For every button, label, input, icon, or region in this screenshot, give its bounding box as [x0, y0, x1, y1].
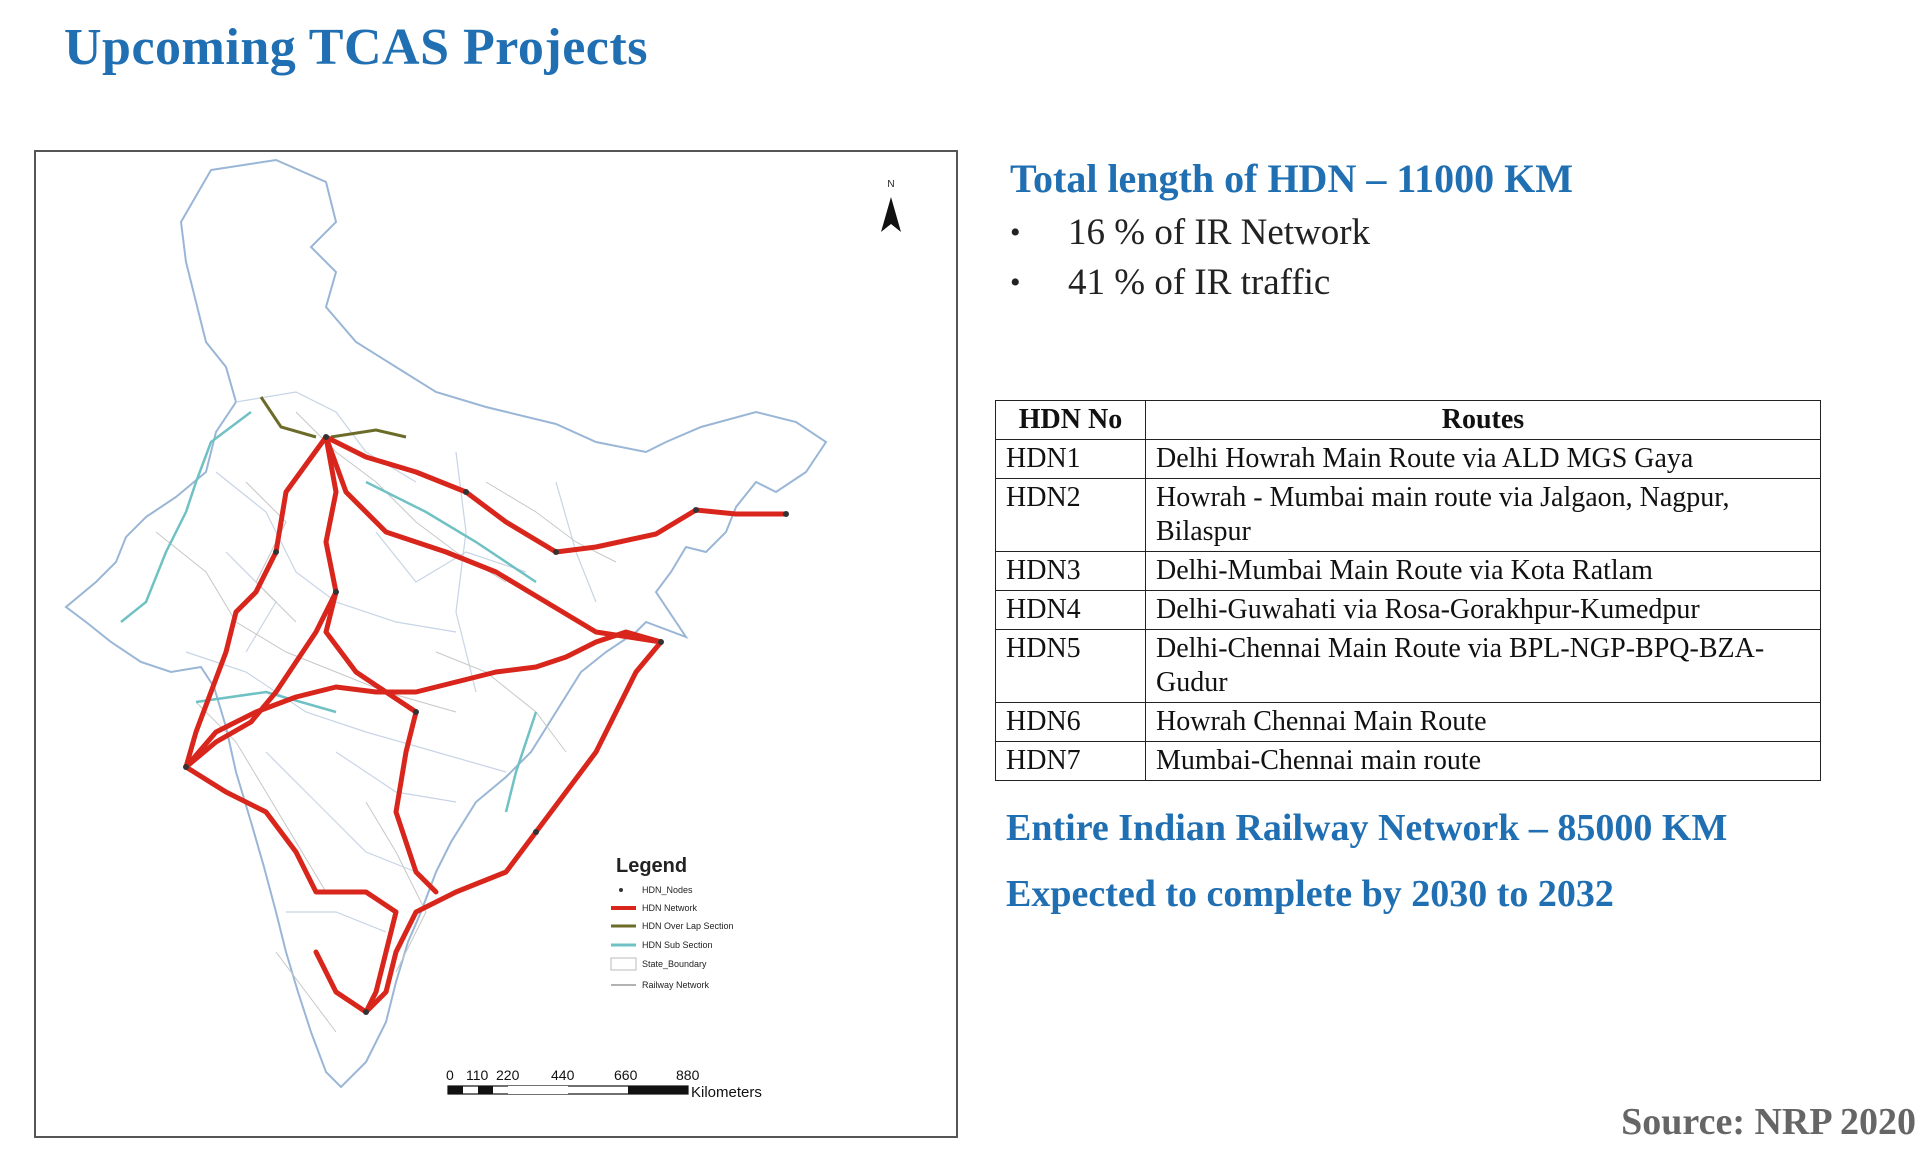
route-cell: Delhi-Chennai Main Route via BPL-NGP-BPQ-BZA-Gudur — [1146, 630, 1821, 703]
table-row — [996, 630, 1821, 703]
hdn-no-cell: HDN7 — [996, 742, 1146, 781]
hdn-bullet-list — [1010, 208, 1370, 308]
bullet-item: • 41 % of IR traffic — [1010, 258, 1370, 308]
route-cell: Delhi-Mumbai Main Route via Kota Ratlam — [1146, 552, 1821, 591]
hdn-total-length: Total length of HDN – 11000 KM — [1010, 156, 1573, 201]
scale-bar — [446, 1067, 762, 1101]
legend-item-label: HDN Over Lap Section — [642, 921, 734, 931]
hdn-no-cell: HDN1 — [996, 440, 1146, 479]
scale-tick-label: 440 — [551, 1067, 575, 1083]
hdn-no-cell: HDN2 — [996, 479, 1146, 552]
scale-tick-label: 0 — [446, 1067, 454, 1083]
legend-title: Legend — [616, 855, 688, 877]
table-header-row — [996, 401, 1821, 440]
legend-node-symbol — [619, 888, 623, 892]
legend-boundary-symbol — [611, 958, 636, 970]
route-cell: Delhi Howrah Main Route via ALD MGS Gaya — [1146, 440, 1821, 479]
north-label: N — [887, 179, 895, 190]
route-cell: Howrah Chennai Main Route — [1146, 703, 1821, 742]
north-arrow — [881, 179, 901, 232]
map-legend — [611, 855, 734, 990]
page-title: Upcoming TCAS Projects — [64, 19, 648, 76]
legend-item-label: Railway Network — [642, 980, 710, 990]
hdn-routes-table — [995, 400, 1821, 781]
table-row — [996, 479, 1821, 552]
route-cell: Mumbai-Chennai main route — [1146, 742, 1821, 781]
hdn-no-cell: HDN5 — [996, 630, 1146, 703]
col-header-routes: Routes — [1146, 401, 1821, 440]
source-note: Source: NRP 2020 — [1621, 1101, 1916, 1143]
expected-completion: Expected to complete by 2030 to 2032 — [1006, 873, 1614, 915]
table-row — [996, 591, 1821, 630]
hdn-no-cell: HDN6 — [996, 703, 1146, 742]
hdn-no-cell: HDN4 — [996, 591, 1146, 630]
scale-tick-label: 110 — [466, 1067, 489, 1083]
scale-tick-label: 660 — [614, 1067, 638, 1083]
scale-tick-label: 220 — [496, 1067, 520, 1083]
india-hdn-map — [34, 150, 958, 1138]
scale-tick-label: 880 — [676, 1067, 700, 1083]
table-row — [996, 440, 1821, 479]
entire-network-length: Entire Indian Railway Network – 85000 KM — [1006, 807, 1728, 849]
legend-item-label: HDN Network — [642, 903, 698, 913]
table-row — [996, 552, 1821, 591]
bullet-item: • 16 % of IR Network — [1010, 208, 1370, 258]
col-header-hdn-no: HDN No — [996, 401, 1146, 440]
scale-unit: Kilometers — [691, 1084, 762, 1101]
route-cell: Howrah - Mumbai main route via Jalgaon, Nagpur, Bilaspur — [1146, 479, 1821, 552]
table-row — [996, 703, 1821, 742]
table-row — [996, 742, 1821, 781]
legend-item-label: HDN_Nodes — [642, 885, 693, 895]
legend-item-label: State_Boundary — [642, 959, 707, 969]
legend-item-label: HDN Sub Section — [642, 940, 713, 950]
map-canvas — [36, 152, 958, 1138]
route-cell: Delhi-Guwahati via Rosa-Gorakhpur-Kumedpur — [1146, 591, 1821, 630]
hdn-no-cell: HDN3 — [996, 552, 1146, 591]
